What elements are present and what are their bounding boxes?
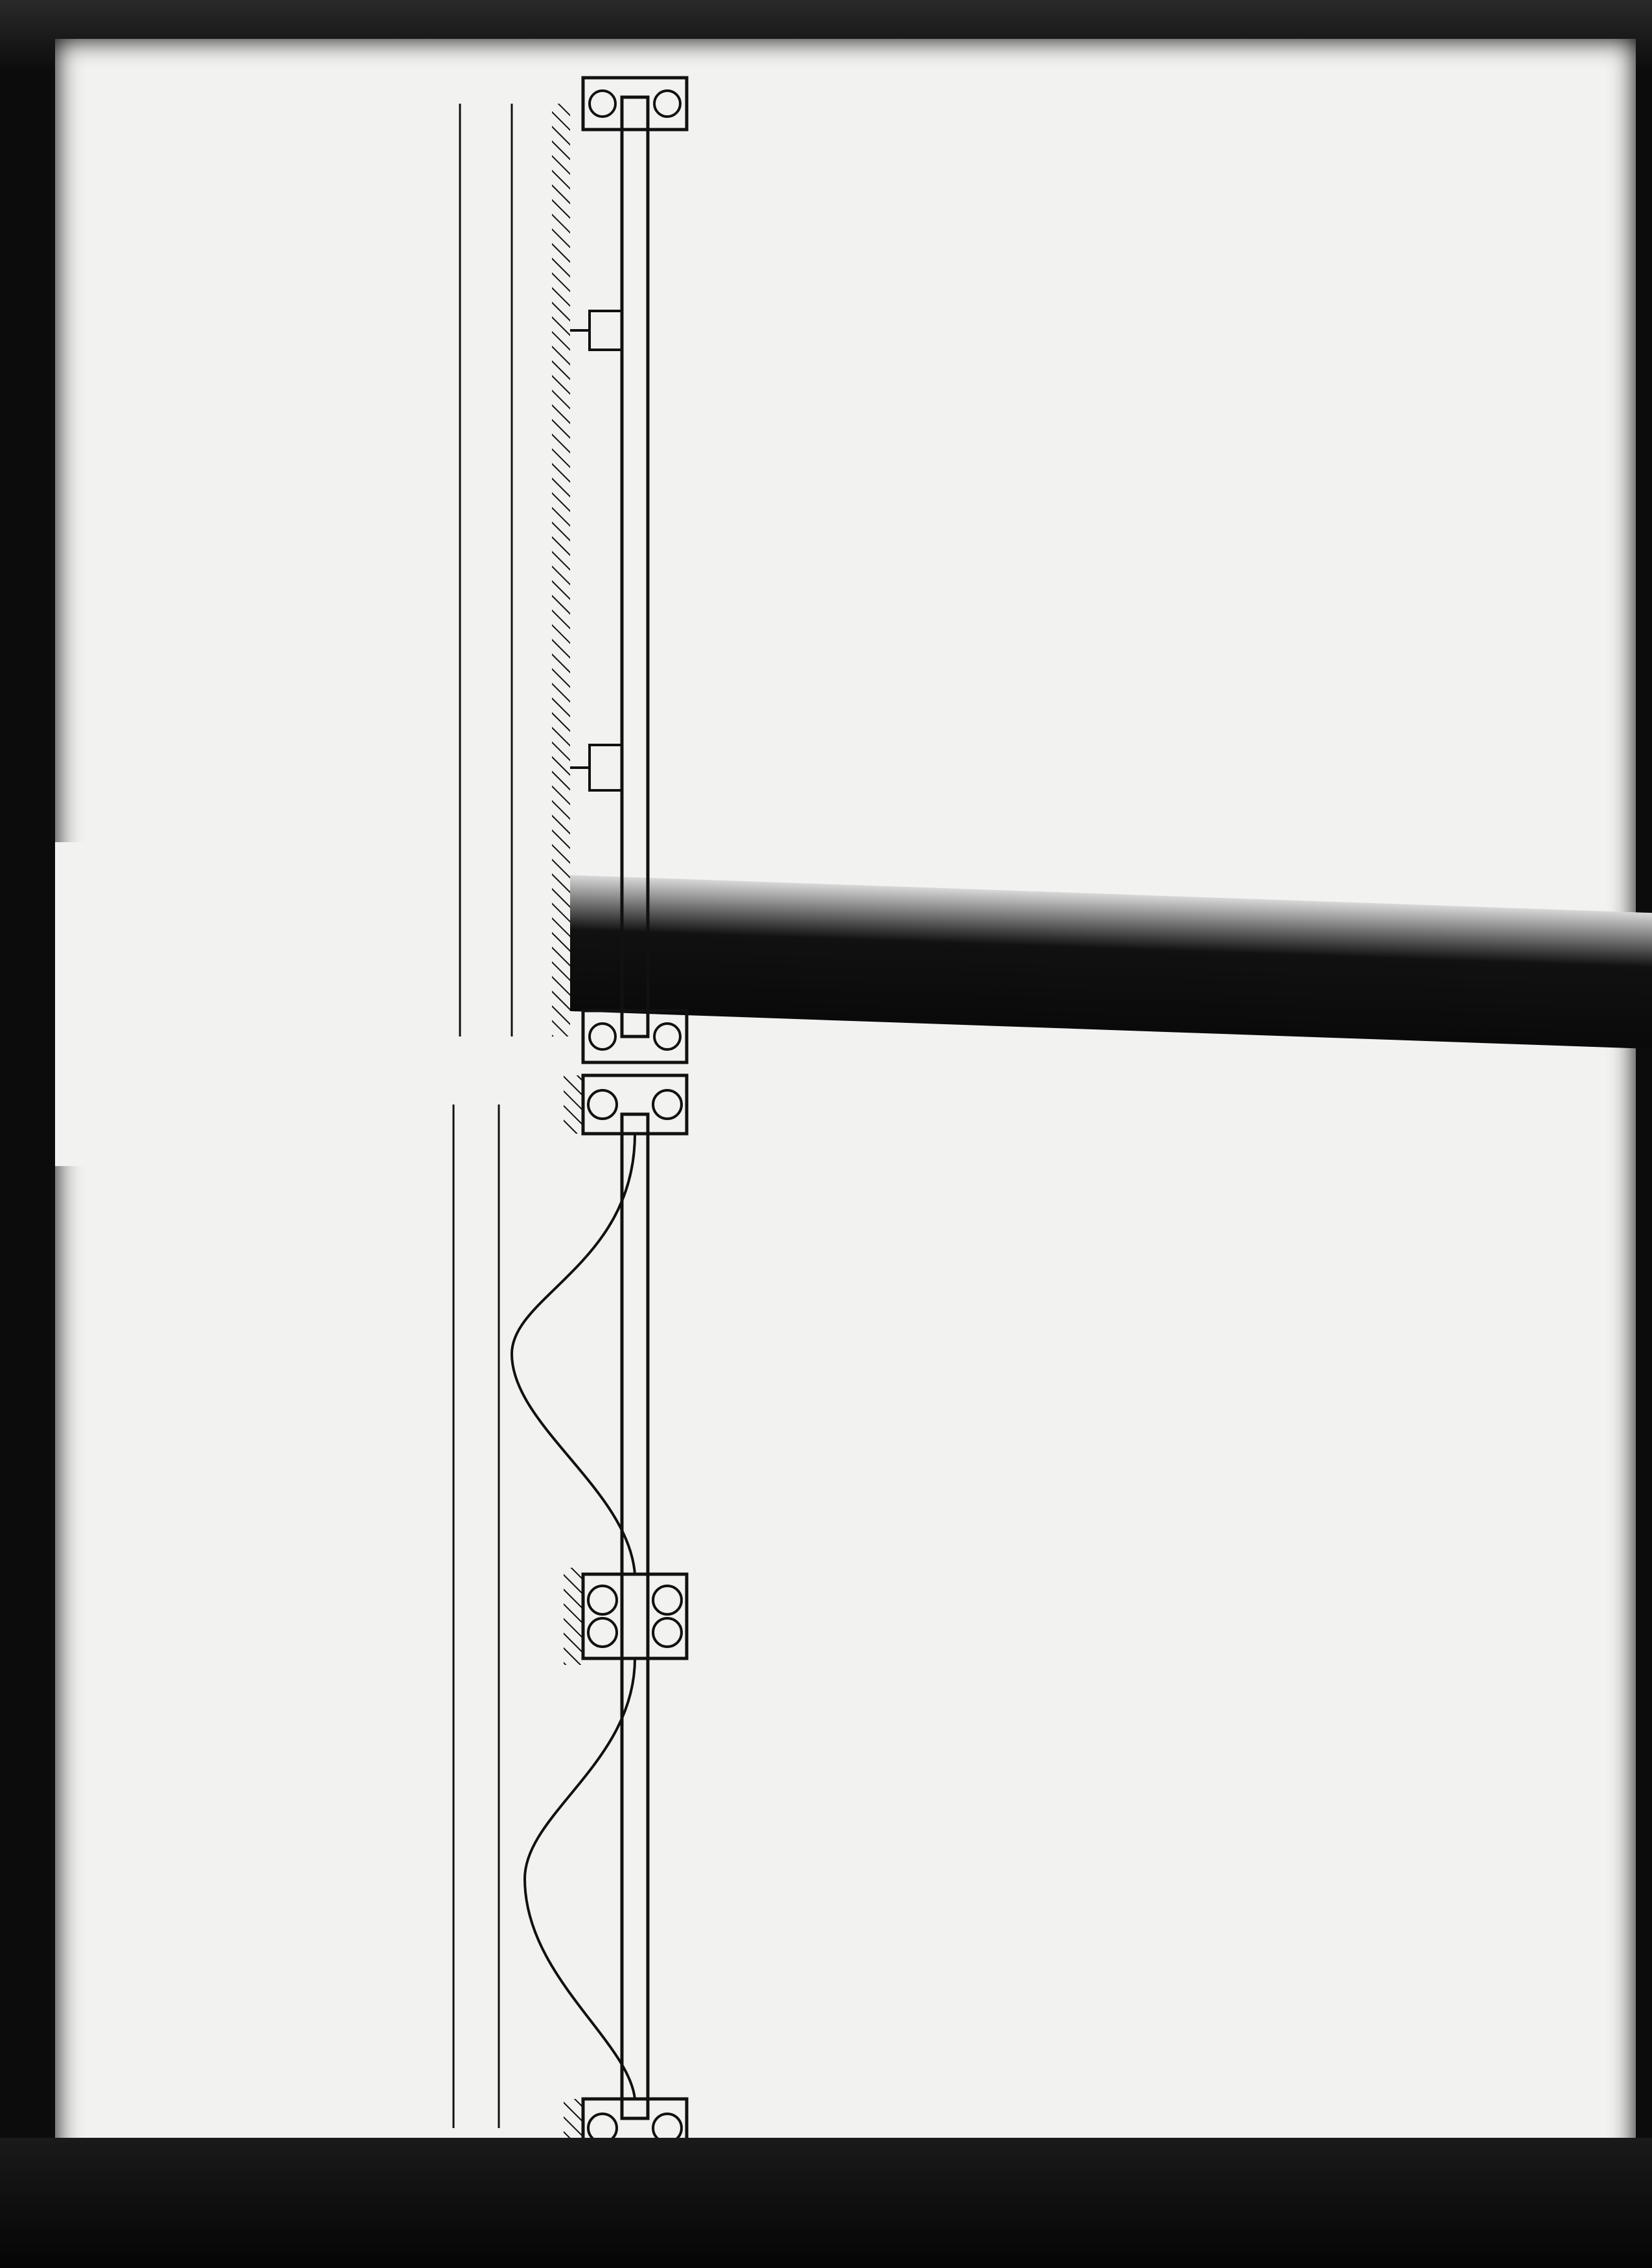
photo-bottom-edge — [0, 2138, 1652, 2268]
figure-a-bearing-left — [564, 1075, 687, 1134]
text-block — [1568, 65, 1587, 2138]
figure-a-bearing-middle — [564, 1568, 687, 1665]
figure-b-drawing — [460, 78, 687, 1062]
figure-a-shaft — [622, 1114, 648, 2118]
rotated-page — [97, 65, 1587, 2170]
figure-b-support-1 — [570, 311, 622, 350]
figures-area — [97, 65, 726, 2170]
figure-caption — [117, 65, 149, 84]
figure-b-support-2 — [570, 745, 622, 790]
figure-b-base-hatch — [552, 104, 570, 1037]
figure-a-drawing — [453, 1075, 687, 2157]
figure-b-shaft — [622, 97, 648, 1037]
figure-b-bearing-left — [583, 78, 687, 130]
figure-schematics — [155, 65, 726, 2170]
